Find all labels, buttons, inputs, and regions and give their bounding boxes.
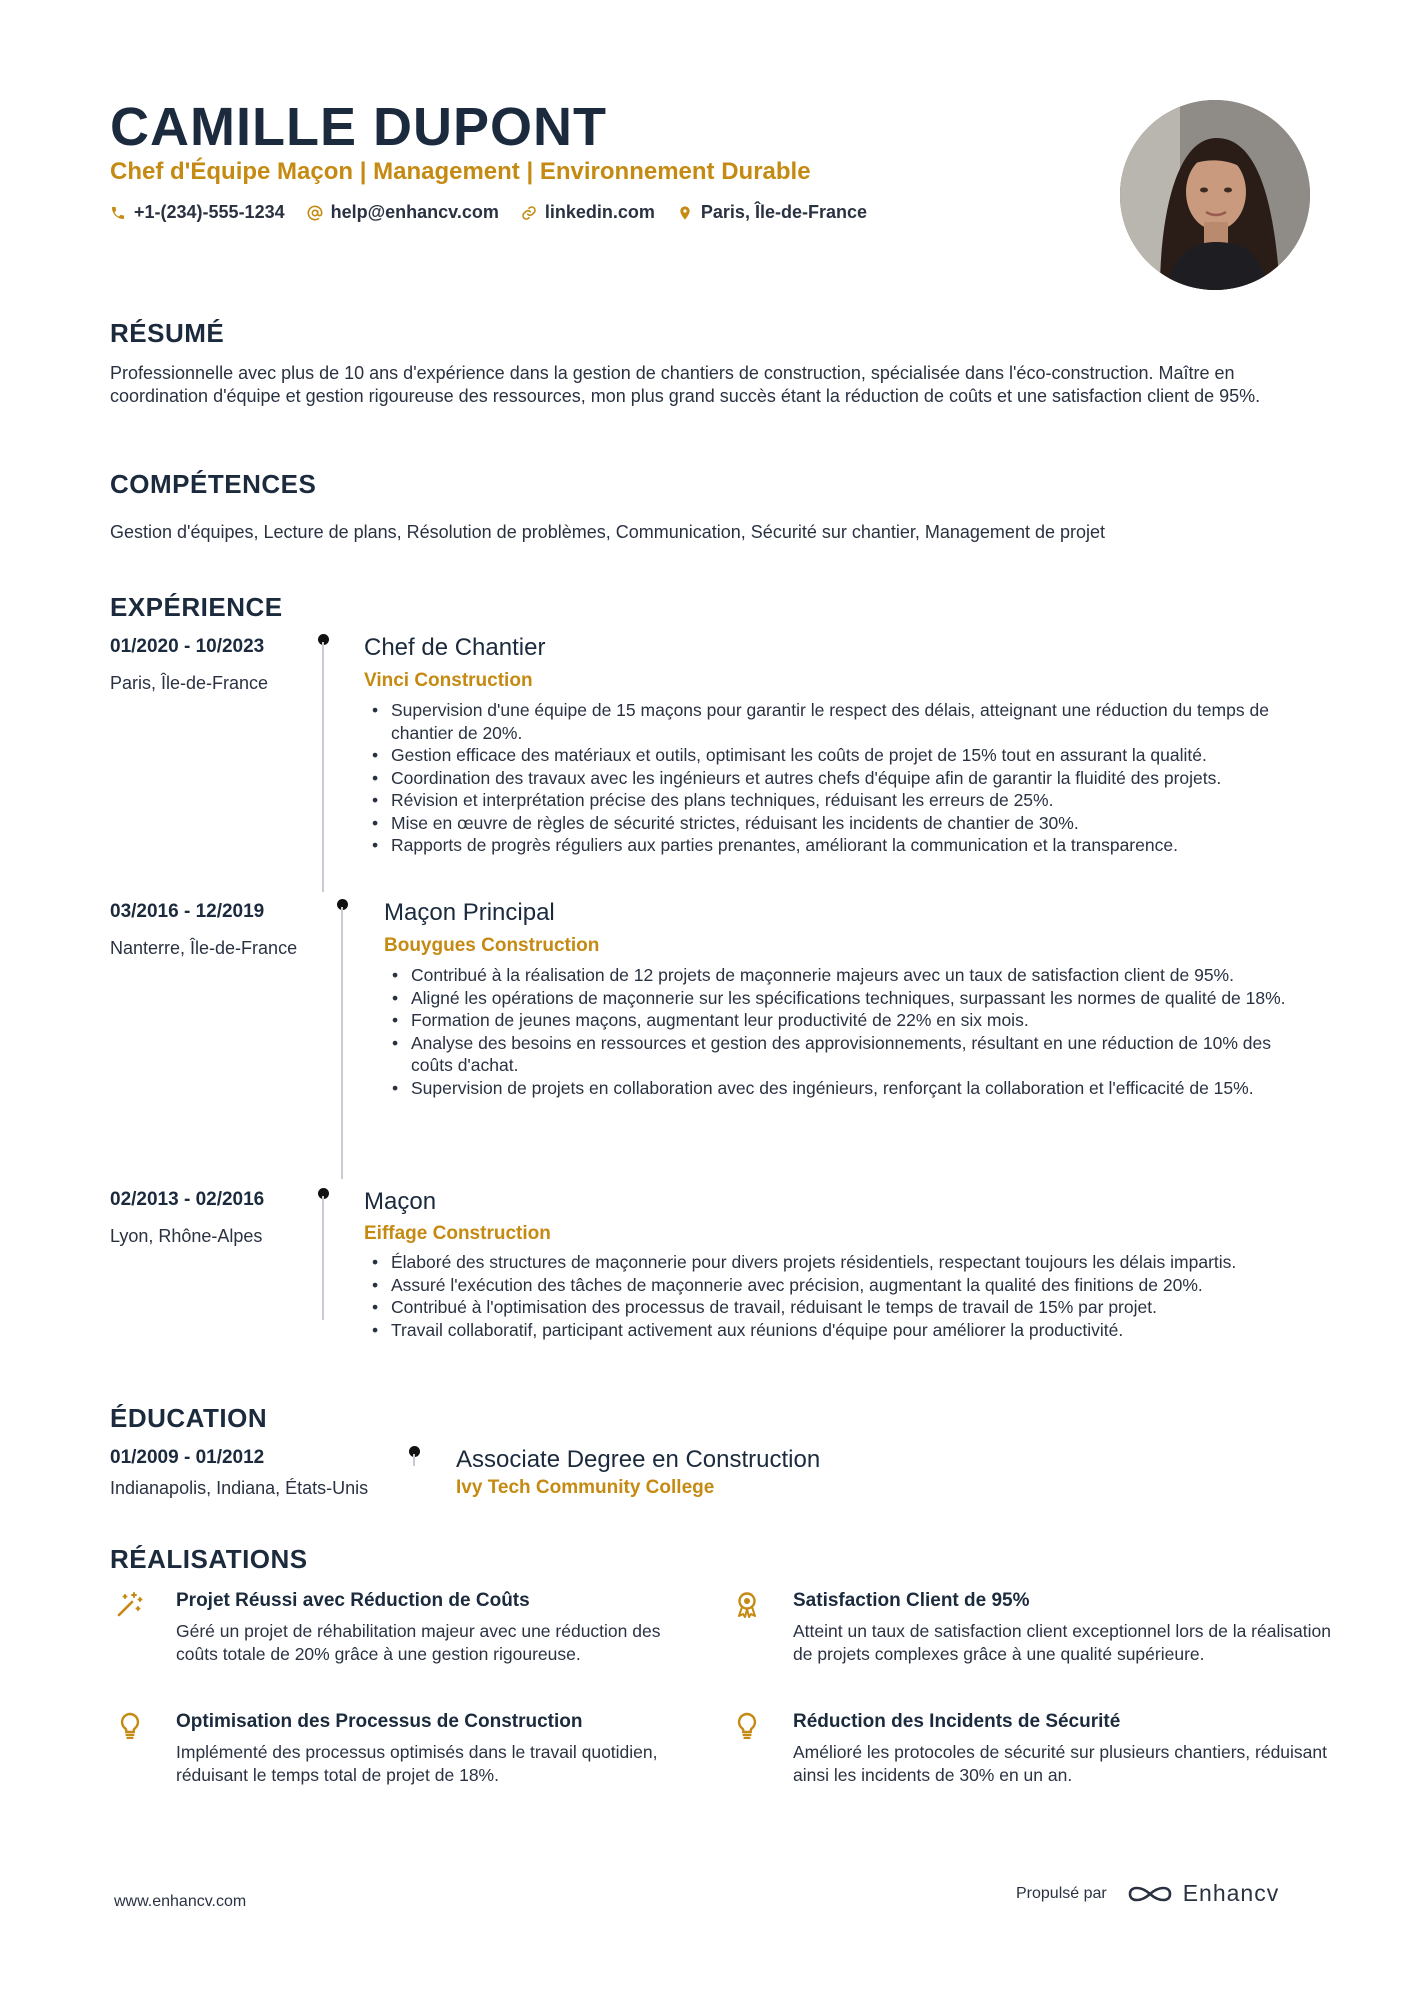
job-title: Maçon Principal [384,899,555,926]
job-bullets [384,964,1304,1099]
list-item: • Coordination des travaux avec les ingénieurs et autres chefs d'équipe afin de garantir la fluidité des projets. [364,767,1304,790]
job-dates: 02/2013 - 02/2016 [110,1189,265,1210]
list-item: • Travail collaboratif, participant activement aux réunions d'équipe pour améliorer la productivité. [364,1319,1304,1342]
job-company: Vinci Construction [364,670,533,691]
candidate-name: CAMILLE DUPONT [110,97,607,157]
job-dates: 03/2016 - 12/2019 [110,901,265,922]
summary-text: Professionnelle avec plus de 10 ans d'expérience dans la gestion de chantiers de construction, spécialisée dans l'éco-construction. Maître en coordination d'équipe et gestion rigoureuse des ressources, mon plus grand succès étant la réduction de coûts et une satisfaction client de 95%. [110,363,1261,406]
achievement-title: Réduction des Incidents de Sécurité [793,1711,1121,1732]
job-location: Lyon, Rhône-Alpes [110,1226,263,1246]
list-item: • Supervision d'une équipe de 15 maçons pour garantir le respect des délais, atteignant une réduction du temps de chantier de 20%. [364,699,1304,744]
enhancv-logo-icon [1127,1882,1173,1906]
contact-linkedin-text: linkedin.com [544,202,655,222]
job-title: Chef de Chantier [364,634,546,661]
enhancv-brand-text: Enhancv [1182,1880,1280,1906]
link-icon [521,205,537,221]
contact-phone[interactable] [110,202,285,223]
list-item: • Assuré l'exécution des tâches de maçonnerie avec précision, augmentant la qualité des finitions de 20%. [364,1274,1304,1297]
achievements-heading: RÉALISATIONS [110,1544,308,1574]
achievement-desc: Géré un projet de réhabilitation majeur avec une réduction des coûts totale de 20% grâce à une gestion rigoureuse. [176,1621,661,1664]
lightbulb-icon [116,1711,144,1739]
list-item: • Supervision de projets en collaboration avec des ingénieurs, renforçant la collaboration et l'efficacité de 15%. [384,1077,1304,1100]
powered-by-label: Propulsé par [1016,1884,1107,1902]
education-school: Ivy Tech Community College [456,1477,715,1498]
achievement-desc: Implémenté des processus optimisés dans le travail quotidien, réduisant le temps total de projet de 18%. [176,1742,658,1785]
achievement-title: Satisfaction Client de 95% [793,1590,1030,1611]
list-item: • Élaboré des structures de maçonnerie pour divers projets résidentiels, respectant toujours les délais impartis. [364,1251,1304,1274]
contact-email-text: help@enhancv.com [330,202,499,222]
profile-photo [1120,100,1310,290]
contact-bar [110,202,867,223]
job-dates: 01/2020 - 10/2023 [110,636,265,657]
education-heading: ÉDUCATION [110,1403,268,1433]
timeline-line [322,1196,324,1320]
at-icon [307,205,323,221]
footer-branding[interactable] [1016,1880,1279,1907]
skills-heading: COMPÉTENCES [110,469,317,499]
job-bullets [364,699,1304,857]
education-dates: 01/2009 - 01/2012 [110,1447,265,1468]
list-item: • Contribué à la réalisation de 12 projets de maçonnerie majeurs avec un taux de satisfaction client de 95%. [384,964,1304,987]
location-pin-icon [677,205,693,221]
list-item: • Mise en œuvre de règles de sécurité strictes, réduisant les incidents de chantier de 30%. [364,812,1304,835]
list-item: • Révision et interprétation précise des plans techniques, réduisant les erreurs de 25%. [364,789,1304,812]
achievement-desc: Amélioré les protocoles de sécurité sur plusieurs chantiers, réduisant ainsi les incidents de 30% en un an. [793,1742,1328,1785]
candidate-subtitle: Chef d'Équipe Maçon | Management | Environnement Durable [110,158,811,185]
experience-heading: EXPÉRIENCE [110,592,283,622]
contact-email[interactable] [307,202,499,223]
job-bullets [364,1251,1304,1341]
list-item: • Formation de jeunes maçons, augmentant leur productivité de 22% en six mois. [384,1009,1304,1032]
timeline-line [413,1454,415,1466]
contact-phone-text: +1-(234)-555-1234 [134,202,285,222]
list-item: • Gestion efficace des matériaux et outils, optimisant les coûts de projet de 15% tout en assurant la qualité. [364,744,1304,767]
contact-linkedin[interactable] [521,202,655,223]
award-ribbon-icon [733,1590,761,1618]
timeline-line [341,907,343,1179]
phone-icon [110,205,126,221]
job-company: Bouygues Construction [384,935,600,956]
job-title: Maçon [364,1188,437,1215]
summary-heading: RÉSUMÉ [110,318,225,348]
job-company: Eiffage Construction [364,1223,551,1244]
contact-location-text: Paris, Île-de-France [700,202,867,222]
contact-location [677,202,867,223]
lightbulb-icon [733,1711,761,1739]
education-degree: Associate Degree en Construction [456,1446,821,1473]
job-location: Nanterre, Île-de-France [110,938,298,958]
achievement-desc: Atteint un taux de satisfaction client exceptionnel lors de la réalisation de projets complexes grâce à une qualité supérieure. [793,1621,1331,1664]
list-item: • Rapports de progrès réguliers aux parties prenantes, améliorant la communication et la transparence. [364,834,1304,857]
achievement-title: Projet Réussi avec Réduction de Coûts [176,1590,530,1611]
list-item: • Contribué à l'optimisation des processus de travail, réduisant le temps de travail de 15% par projet. [364,1296,1304,1319]
list-item: • Analyse des besoins en ressources et gestion des approvisionnements, résultant en une réduction de 10% des coûts d'achat. [384,1032,1304,1077]
education-location: Indianapolis, Indiana, États-Unis [110,1478,369,1498]
skills-text: Gestion d'équipes, Lecture de plans, Résolution de problèmes, Communication, Sécurité sur chantier, Management de projet [110,522,1106,542]
timeline-line [322,642,324,892]
list-item: • Aligné les opérations de maçonnerie sur les spécifications techniques, surpassant les normes de qualité de 18%. [384,987,1304,1010]
job-location: Paris, Île-de-France [110,673,269,693]
footer-website-link[interactable]: www.enhancv.com [114,1893,247,1910]
achievement-title: Optimisation des Processus de Construction [176,1711,583,1732]
magic-wand-icon [116,1590,144,1618]
